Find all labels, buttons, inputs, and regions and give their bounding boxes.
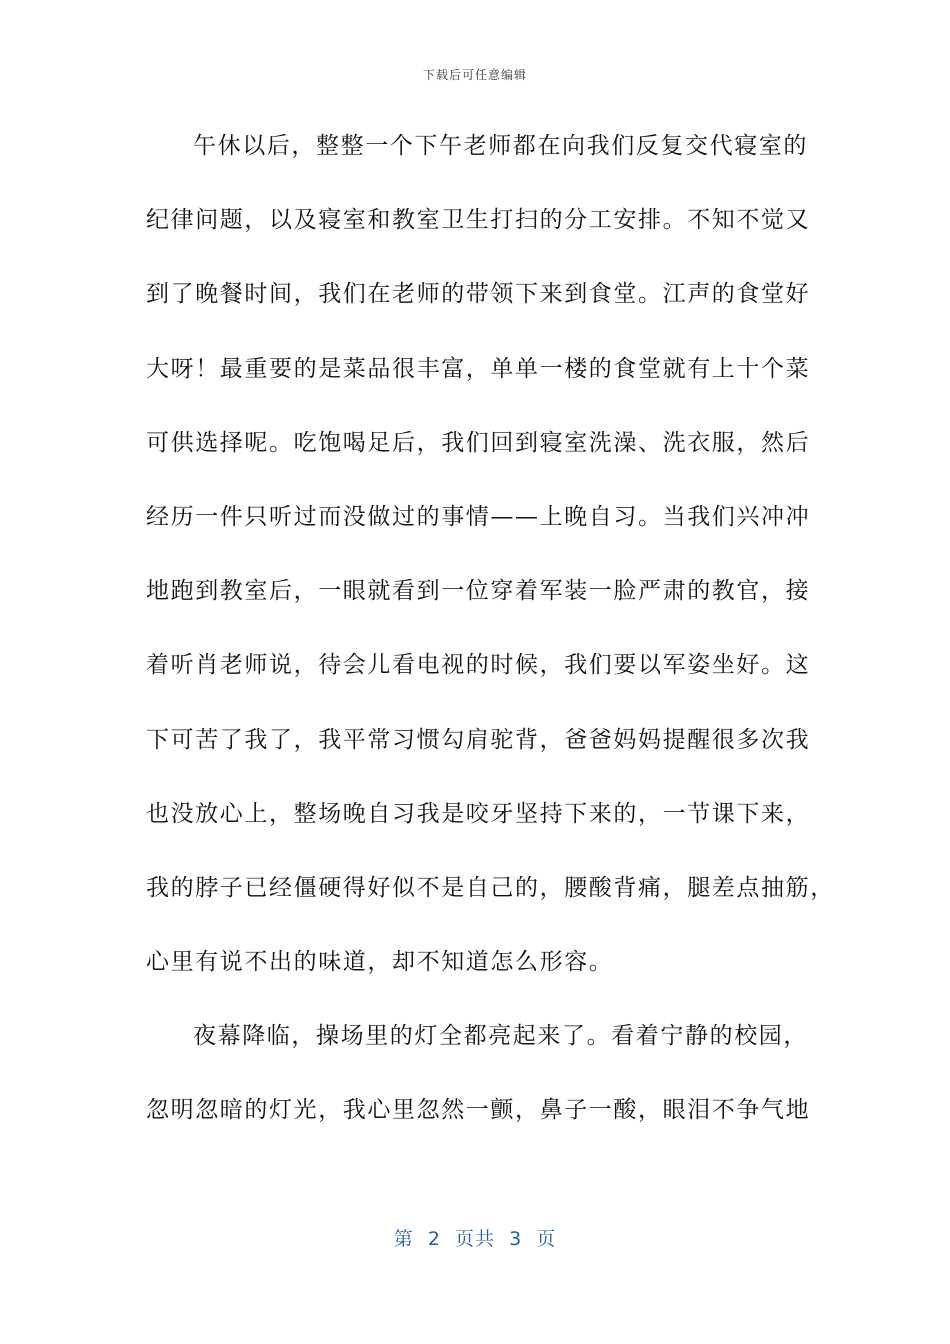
document-body xyxy=(146,120,835,1159)
text-line: 纪律问题，以及寝室和教室卫生打扫的分工安排。不知不觉又 xyxy=(146,207,811,234)
text-line: 夜幕降临，操场里的灯全都亮起来了。看着宁静的校园， xyxy=(193,1023,808,1050)
text-line: 经历一件只听过而没做过的事情——上晚自习。当我们兴冲冲 xyxy=(146,503,811,530)
text-line: 忽明忽暗的灯光，我心里忽然一颤，鼻子一酸，眼泪不争气地 xyxy=(146,1097,811,1124)
text-line: 下可苦了我了，我平常习惯勾肩驼背，爸爸妈妈提醒很多次我 xyxy=(146,726,811,753)
text-line: 到了晚餐时间，我们在老师的带领下来到食堂。江声的食堂好 xyxy=(146,281,811,308)
text-line: 也没放心上，整场晚自习我是咬牙坚持下来的，一节课下来， xyxy=(146,800,811,827)
page-header: 下载后可任意编辑 xyxy=(422,68,527,82)
paragraph xyxy=(146,1010,811,1158)
text-line: 地跑到教室后，一眼就看到一位穿着军装一脸严肃的教官，接 xyxy=(146,578,811,605)
text-line: 心里有说不出的味道，却不知道怎么形容。 xyxy=(146,949,614,976)
page-number: 第 2 页共 3 页 xyxy=(393,1228,557,1250)
text-line: 着听肖老师说，待会儿看电视的时候，我们要以军姿坐好。这 xyxy=(146,652,811,679)
text-line: 大呀！最重要的是菜品很丰富，单单一楼的食堂就有上十个菜 xyxy=(146,355,811,382)
text-line: 午休以后，整整一个下午老师都在向我们反复交代寝室的 xyxy=(193,133,808,159)
text-line: 我的脖子已经僵硬得好似不是自己的，腰酸背痛，腿差点抽筋， xyxy=(146,874,835,901)
text-line: 可供选择呢。吃饱喝足后，我们回到寝室洗澡、洗衣服，然后 xyxy=(146,429,811,456)
paragraph xyxy=(146,120,835,1010)
